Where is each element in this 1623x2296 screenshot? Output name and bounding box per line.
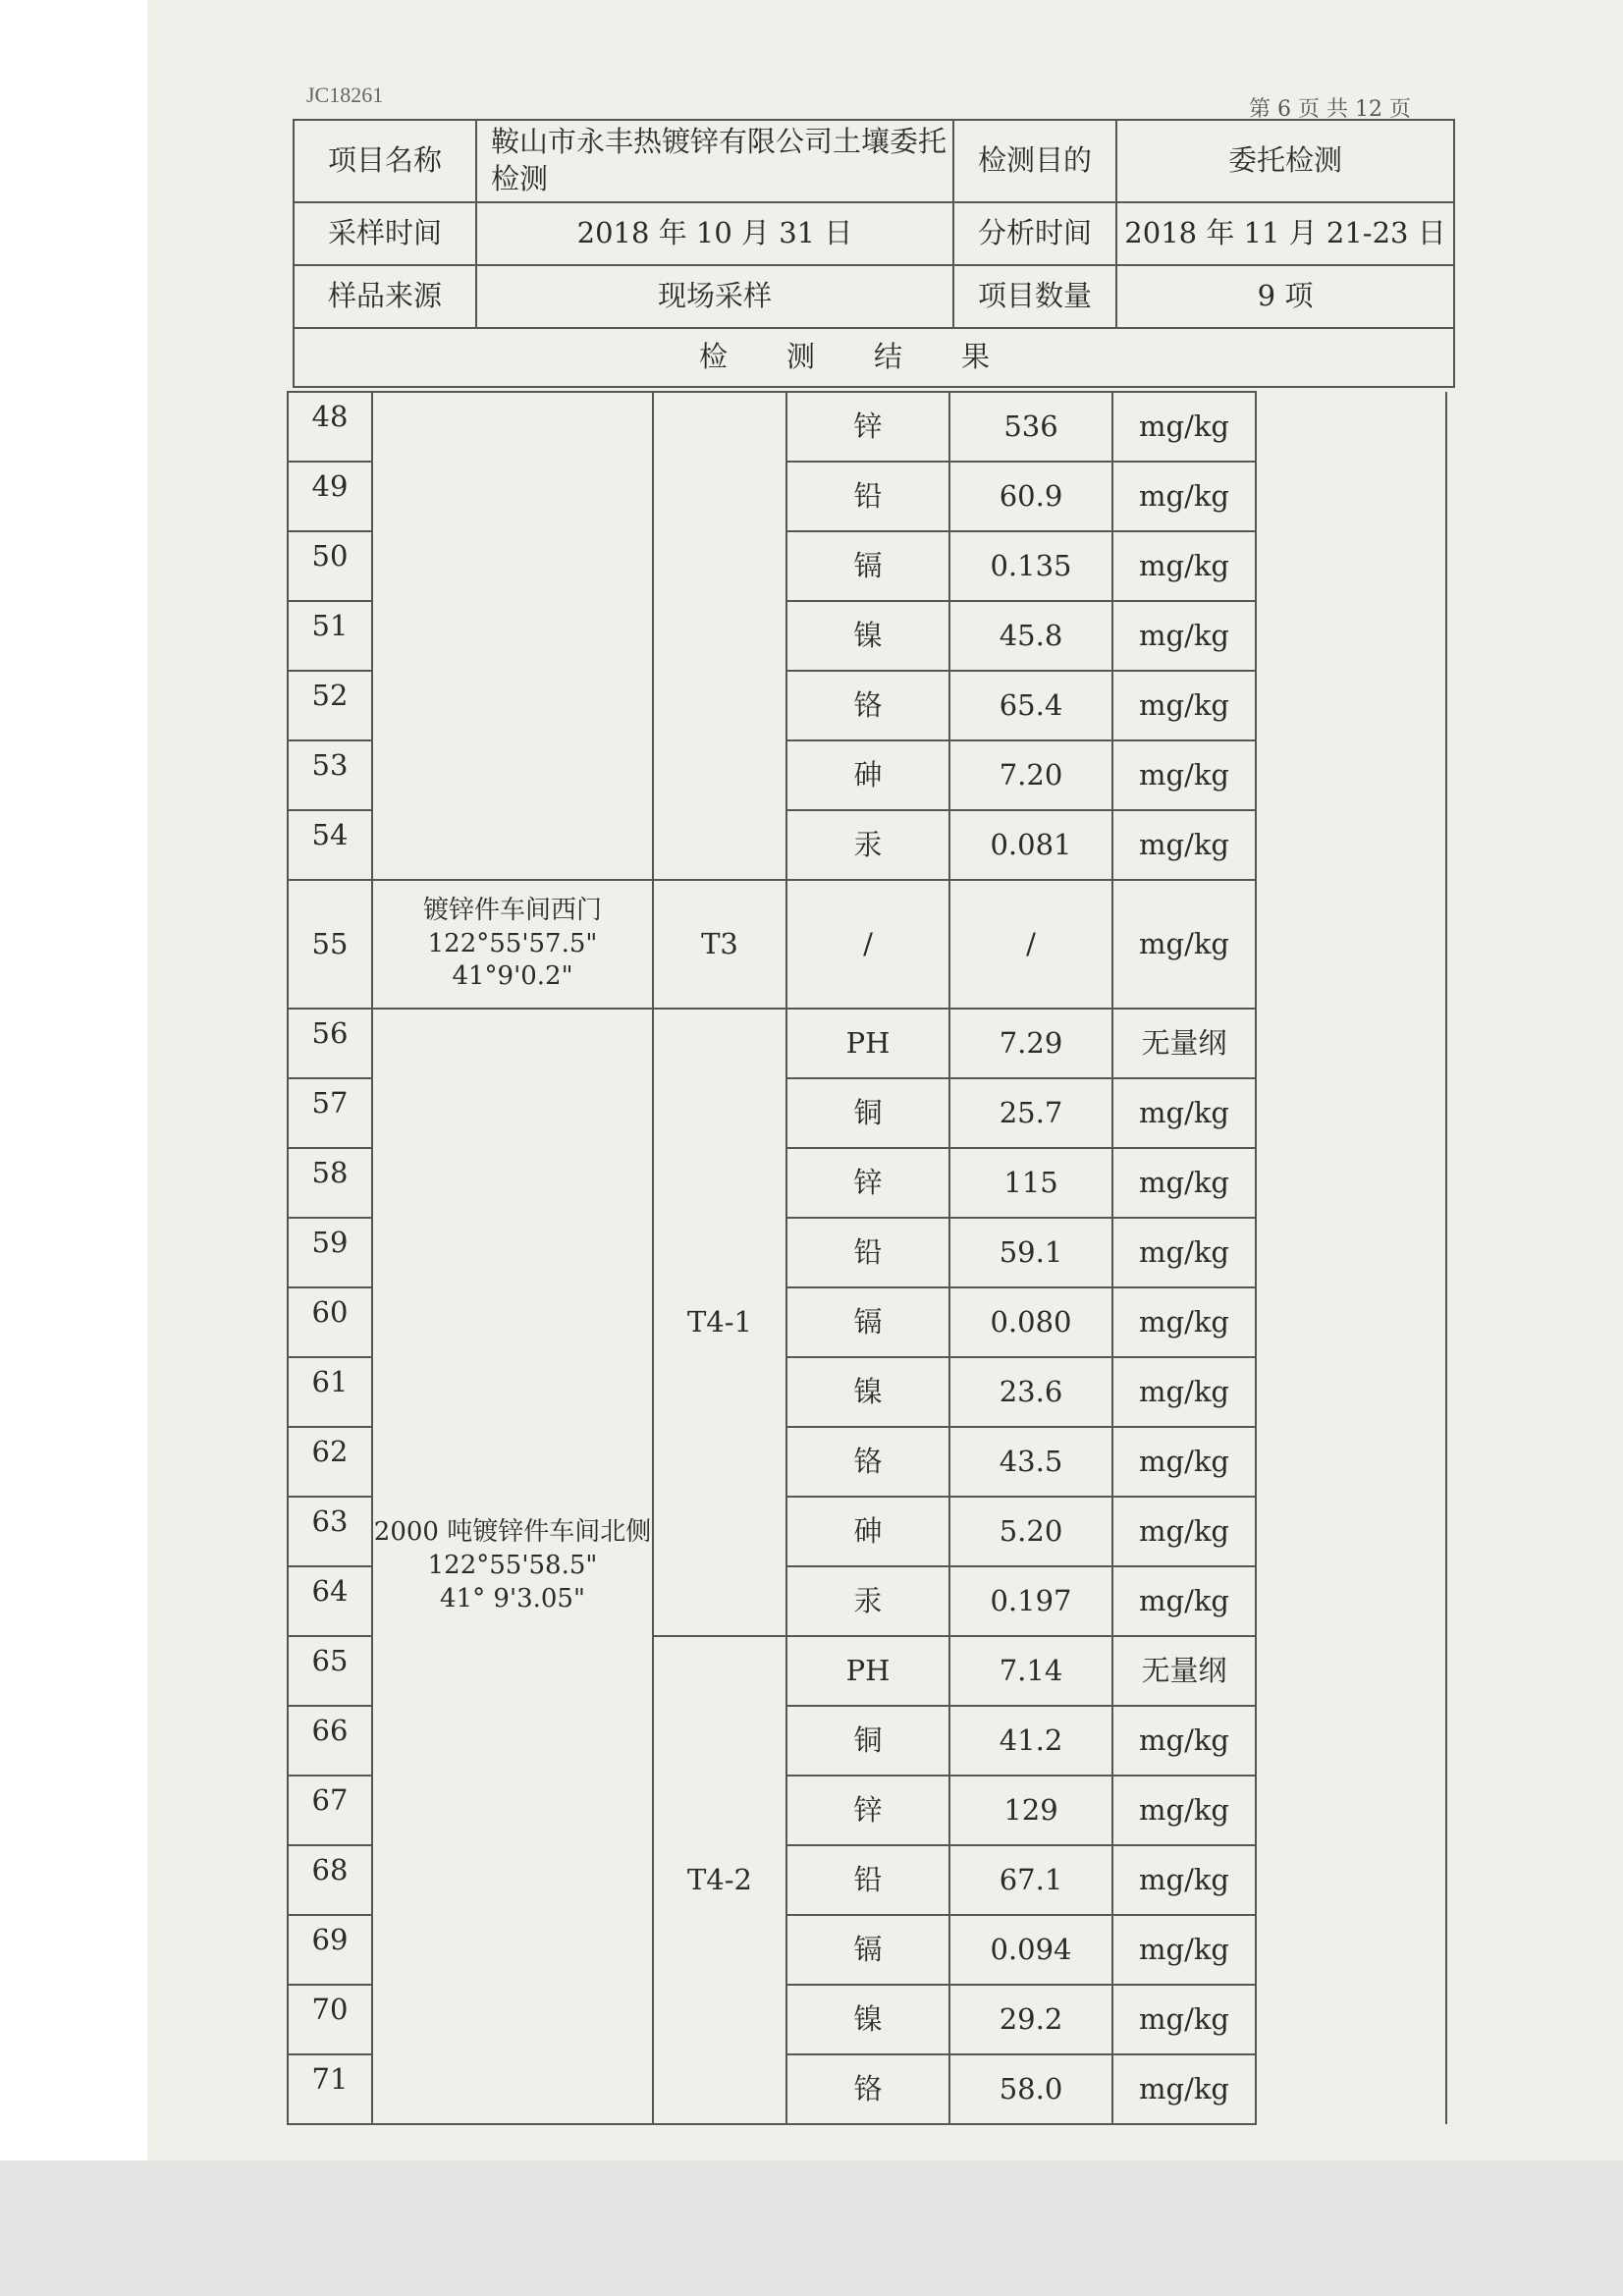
blank-column <box>1256 1915 1446 1985</box>
row-number: 49 <box>288 462 372 531</box>
test-unit: mg/kg <box>1112 1287 1256 1357</box>
blank-column <box>1256 1287 1446 1357</box>
sample-location-t3: 镀锌件车间西门 122°55'57.5" 41°9'0.2" <box>372 880 653 1009</box>
row-number: 56 <box>288 1009 372 1078</box>
sample-code-t4-2: T4-2 <box>653 1636 786 2124</box>
test-unit: mg/kg <box>1112 601 1256 671</box>
test-value: 0.094 <box>949 1915 1112 1985</box>
test-unit: mg/kg <box>1112 740 1256 810</box>
blank-column <box>1256 1845 1446 1915</box>
row-number: 55 <box>288 880 372 1009</box>
blank-column <box>1256 1148 1446 1218</box>
table-row <box>288 392 1446 462</box>
row-number: 58 <box>288 1148 372 1218</box>
results-title: 检测结果 <box>294 328 1454 387</box>
page-number: 第 6 页 共 12 页 <box>1249 97 1411 122</box>
table-row <box>288 880 1446 1009</box>
sampling-time: 2018 年 10 月 31 日 <box>476 202 953 265</box>
sample-source-label: 样品来源 <box>294 265 476 328</box>
blank-column <box>1256 531 1446 601</box>
test-unit: mg/kg <box>1112 1148 1256 1218</box>
row-number: 64 <box>288 1566 372 1636</box>
sampling-time-label: 采样时间 <box>294 202 476 265</box>
test-value: 7.20 <box>949 740 1112 810</box>
test-unit: mg/kg <box>1112 1845 1256 1915</box>
test-item: 铬 <box>786 1427 949 1497</box>
row-number: 63 <box>288 1497 372 1566</box>
sample-code-t3: T3 <box>653 880 786 1009</box>
test-unit: mg/kg <box>1112 880 1256 1009</box>
test-unit: mg/kg <box>1112 810 1256 880</box>
test-item: 铅 <box>786 1845 949 1915</box>
test-value: 65.4 <box>949 671 1112 740</box>
project-name-label: 项目名称 <box>294 120 476 202</box>
test-unit: 无量纲 <box>1112 1636 1256 1706</box>
test-value: 7.29 <box>949 1009 1112 1078</box>
test-unit: mg/kg <box>1112 1706 1256 1776</box>
test-item: 铅 <box>786 1218 949 1287</box>
row-number: 53 <box>288 740 372 810</box>
test-item: 镉 <box>786 531 949 601</box>
results-table <box>287 391 1447 2125</box>
test-value: 0.081 <box>949 810 1112 880</box>
row-number: 57 <box>288 1078 372 1148</box>
test-item: 铅 <box>786 462 949 531</box>
sample-code-blank <box>653 392 786 880</box>
row-number: 65 <box>288 1636 372 1706</box>
blank-column <box>1256 880 1446 1009</box>
test-unit: mg/kg <box>1112 2054 1256 2124</box>
test-item: 汞 <box>786 1566 949 1636</box>
test-unit: mg/kg <box>1112 1218 1256 1287</box>
blank-column <box>1256 1776 1446 1845</box>
row-number: 71 <box>288 2054 372 2124</box>
row-number: 61 <box>288 1357 372 1427</box>
row-number: 67 <box>288 1776 372 1845</box>
blank-column <box>1256 1636 1446 1706</box>
test-item: 汞 <box>786 810 949 880</box>
blank-column <box>1256 1357 1446 1427</box>
test-item: 镍 <box>786 601 949 671</box>
test-unit: mg/kg <box>1112 1357 1256 1427</box>
sample-location-t4: 2000 吨镀锌件车间北侧 122°55'58.5" 41° 9'3.05" <box>372 1009 653 2124</box>
row-number: 68 <box>288 1845 372 1915</box>
row-number: 66 <box>288 1706 372 1776</box>
test-item: / <box>786 880 949 1009</box>
test-unit: mg/kg <box>1112 1078 1256 1148</box>
test-value: 67.1 <box>949 1845 1112 1915</box>
blank-column <box>1256 740 1446 810</box>
test-value: 60.9 <box>949 462 1112 531</box>
test-item: 铜 <box>786 1078 949 1148</box>
blank-column <box>1256 601 1446 671</box>
test-value: 43.5 <box>949 1427 1112 1497</box>
test-item: 铬 <box>786 671 949 740</box>
test-value: 23.6 <box>949 1357 1112 1427</box>
blank-column <box>1256 810 1446 880</box>
test-item: 砷 <box>786 740 949 810</box>
purpose-value: 委托检测 <box>1116 120 1454 202</box>
sample-code-t4-1: T4-1 <box>653 1009 786 1636</box>
analysis-time: 2018 年 11 月 21-23 日 <box>1116 202 1454 265</box>
item-count-label: 项目数量 <box>953 265 1116 328</box>
test-unit: mg/kg <box>1112 671 1256 740</box>
blank-column <box>1256 1497 1446 1566</box>
test-value: 7.14 <box>949 1636 1112 1706</box>
test-value: 58.0 <box>949 2054 1112 2124</box>
test-item: 镉 <box>786 1287 949 1357</box>
test-unit: 无量纲 <box>1112 1009 1256 1078</box>
report-header-table <box>293 119 1455 388</box>
test-unit: mg/kg <box>1112 1566 1256 1636</box>
test-value: 536 <box>949 392 1112 462</box>
test-unit: mg/kg <box>1112 1776 1256 1845</box>
item-count: 9 项 <box>1116 265 1454 328</box>
test-value: 0.080 <box>949 1287 1112 1357</box>
test-item: PH <box>786 1636 949 1706</box>
blank-column <box>1256 1427 1446 1497</box>
test-value: 29.2 <box>949 1985 1112 2054</box>
purpose-label: 检测目的 <box>953 120 1116 202</box>
test-item: 镍 <box>786 1357 949 1427</box>
test-unit: mg/kg <box>1112 1915 1256 1985</box>
row-number: 62 <box>288 1427 372 1497</box>
row-number: 50 <box>288 531 372 601</box>
blank-column <box>1256 2054 1446 2124</box>
test-unit: mg/kg <box>1112 1497 1256 1566</box>
blank-column <box>1256 1009 1446 1078</box>
row-number: 48 <box>288 392 372 462</box>
scan-bottom-band <box>0 2160 1623 2296</box>
test-item: 铬 <box>786 2054 949 2124</box>
test-item: 锌 <box>786 1776 949 1845</box>
blank-column <box>1256 392 1446 462</box>
blank-column <box>1256 671 1446 740</box>
blank-column <box>1256 1985 1446 2054</box>
test-value: / <box>949 880 1112 1009</box>
blank-column <box>1256 1566 1446 1636</box>
blank-column <box>1256 462 1446 531</box>
sample-source: 现场采样 <box>476 265 953 328</box>
test-item: 砷 <box>786 1497 949 1566</box>
test-item: 镉 <box>786 1915 949 1985</box>
test-item: 锌 <box>786 1148 949 1218</box>
test-item: 锌 <box>786 392 949 462</box>
analysis-time-label: 分析时间 <box>953 202 1116 265</box>
project-name: 鞍山市永丰热镀锌有限公司土壤委托检测 <box>476 120 953 202</box>
row-number: 52 <box>288 671 372 740</box>
test-value: 25.7 <box>949 1078 1112 1148</box>
test-unit: mg/kg <box>1112 531 1256 601</box>
test-value: 0.197 <box>949 1566 1112 1636</box>
blank-column <box>1256 1218 1446 1287</box>
test-unit: mg/kg <box>1112 462 1256 531</box>
document-code: JC18261 <box>306 82 384 107</box>
test-unit: mg/kg <box>1112 1427 1256 1497</box>
blank-column <box>1256 1706 1446 1776</box>
test-value: 45.8 <box>949 601 1112 671</box>
row-number: 54 <box>288 810 372 880</box>
row-number: 51 <box>288 601 372 671</box>
test-item: PH <box>786 1009 949 1078</box>
row-number: 60 <box>288 1287 372 1357</box>
test-value: 59.1 <box>949 1218 1112 1287</box>
row-number: 70 <box>288 1985 372 2054</box>
sample-location-blank <box>372 392 653 880</box>
test-value: 5.20 <box>949 1497 1112 1566</box>
row-number: 69 <box>288 1915 372 1985</box>
test-value: 115 <box>949 1148 1112 1218</box>
test-item: 镍 <box>786 1985 949 2054</box>
test-value: 0.135 <box>949 531 1112 601</box>
row-number: 59 <box>288 1218 372 1287</box>
test-item: 铜 <box>786 1706 949 1776</box>
test-value: 41.2 <box>949 1706 1112 1776</box>
scan-left-margin <box>0 0 147 2296</box>
test-unit: mg/kg <box>1112 392 1256 462</box>
blank-column <box>1256 1078 1446 1148</box>
test-value: 129 <box>949 1776 1112 1845</box>
table-row <box>288 1009 1446 1078</box>
test-unit: mg/kg <box>1112 1985 1256 2054</box>
